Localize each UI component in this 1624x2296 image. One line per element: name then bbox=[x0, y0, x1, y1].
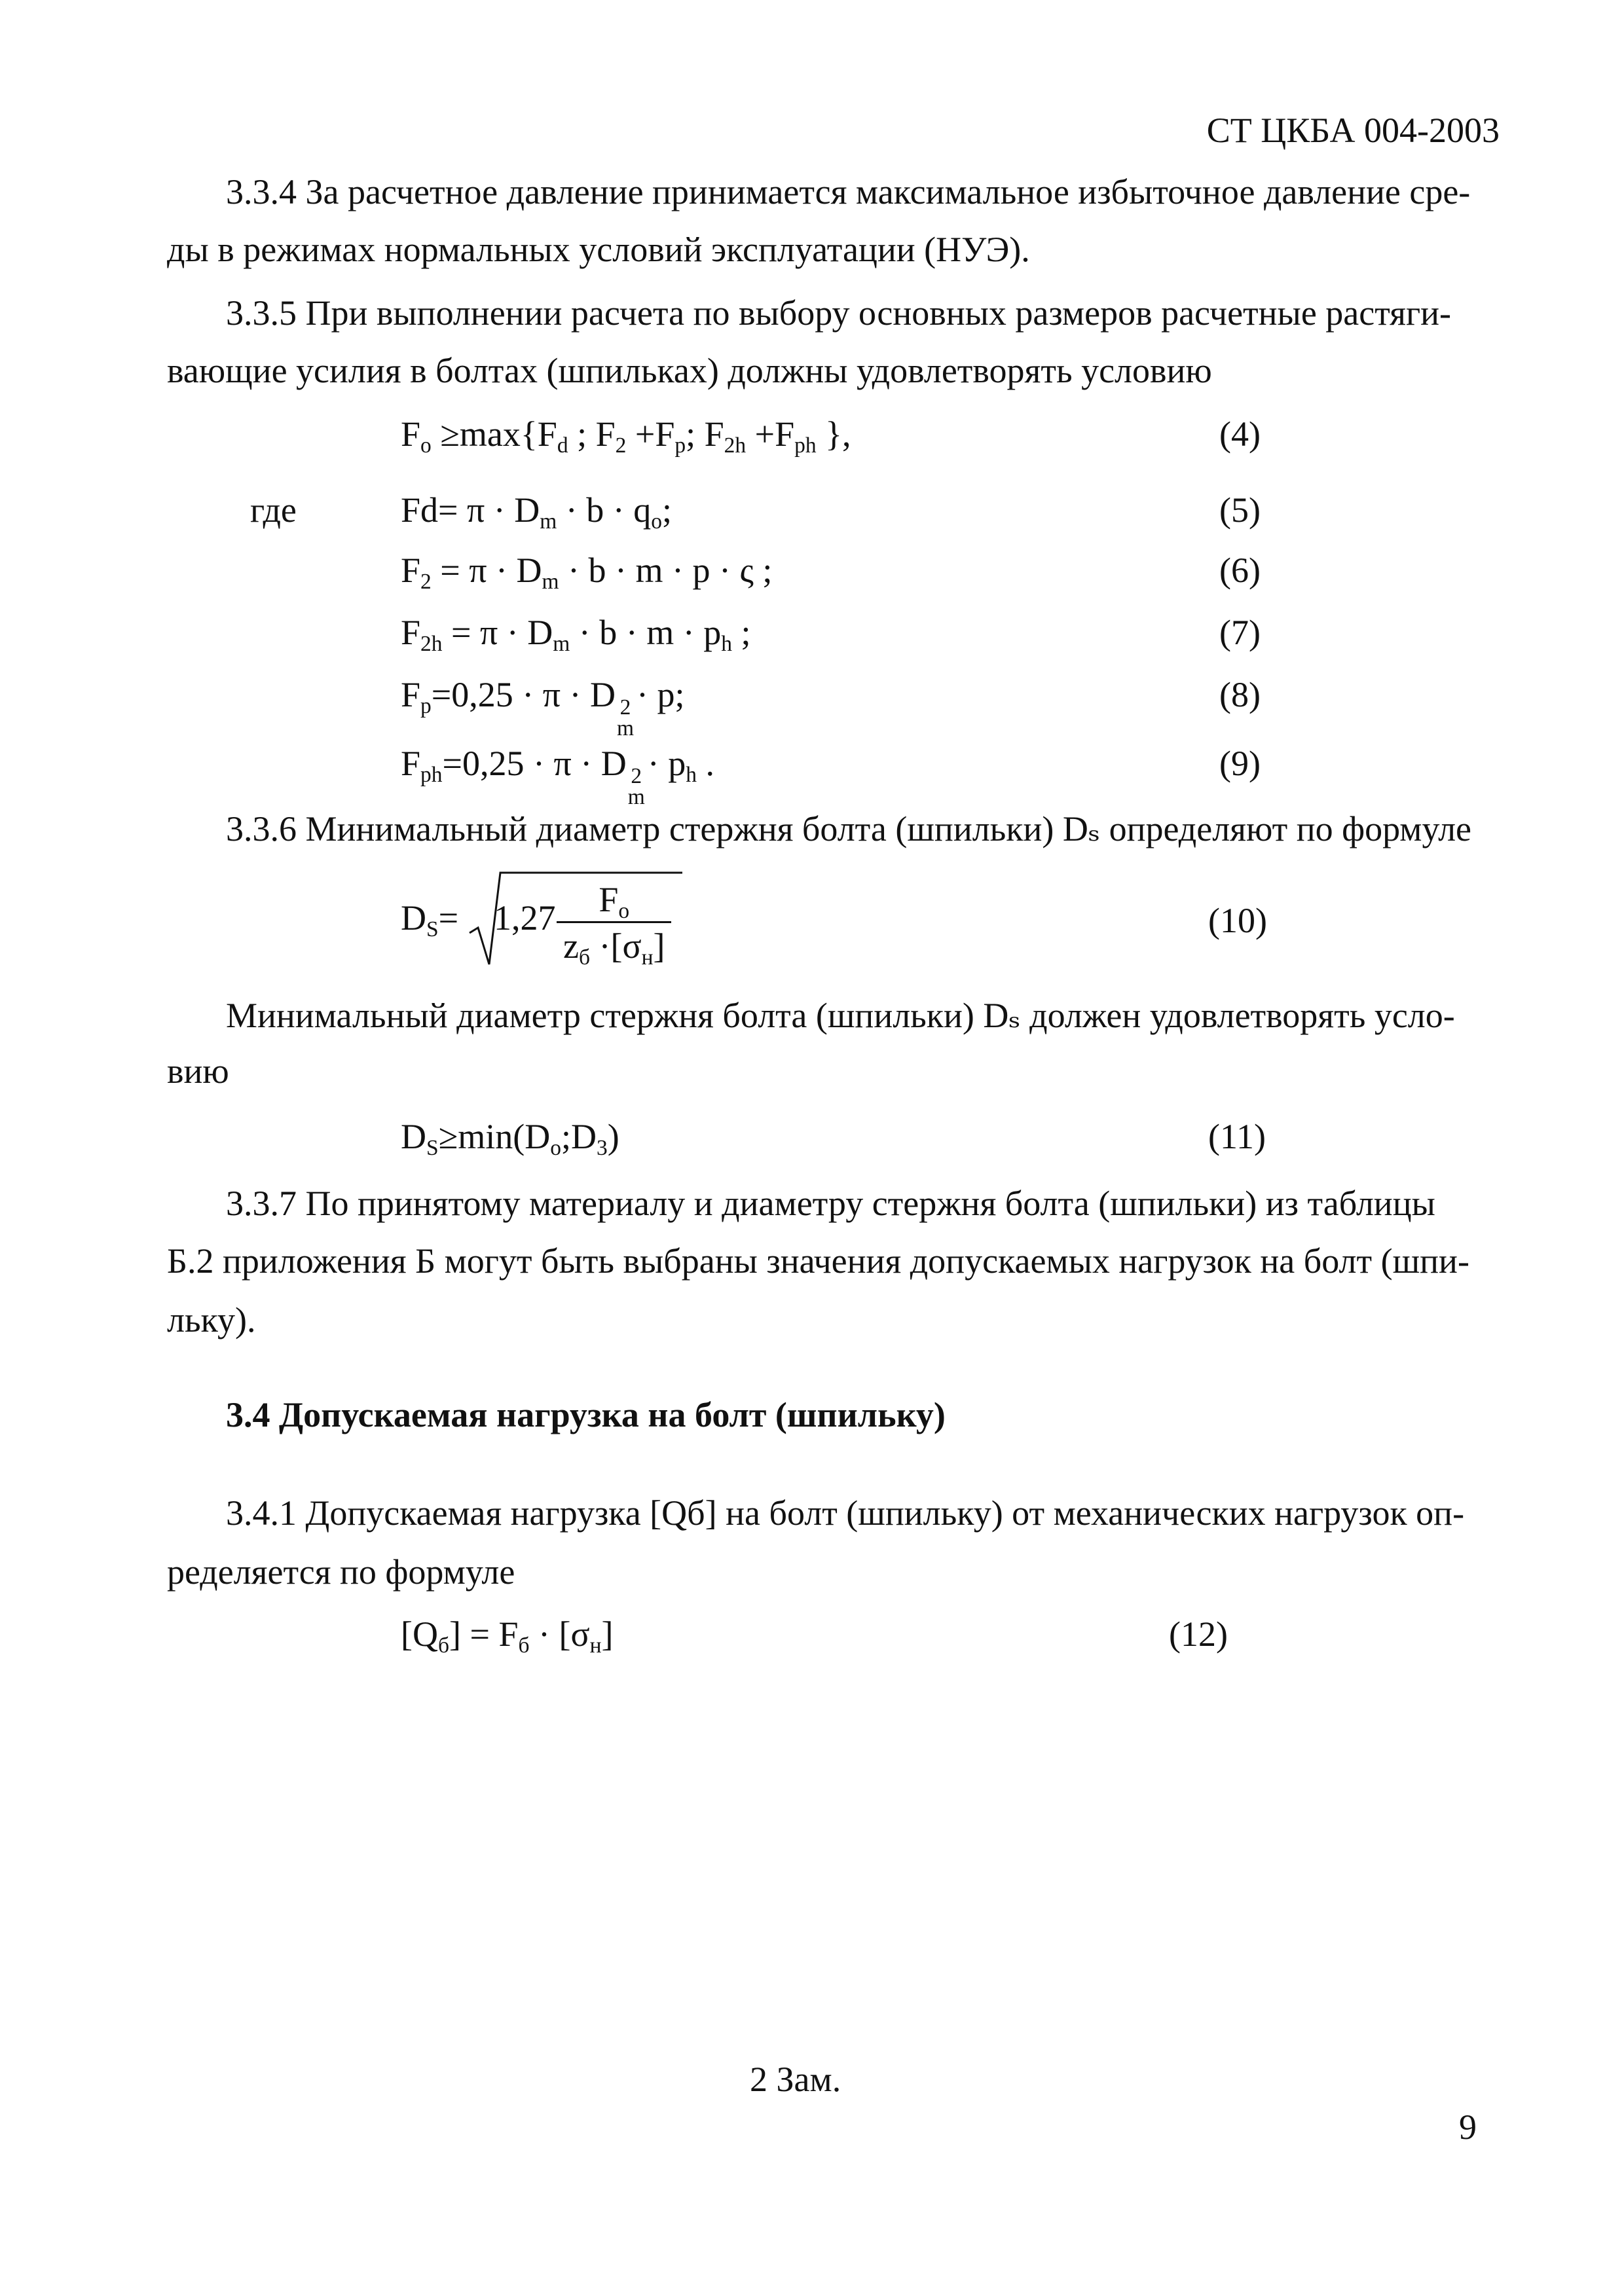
equation-4: $F_o \ge\max\{F_d$ ; $F_2 +F_p$; $F_{2h} +F_{ph}$ }, bbox=[401, 414, 851, 458]
paragraph-3-3-7-line-2: Б.2 приложения Б могут быть выбраны значения допускаемых нагрузок на болт (шпи- bbox=[167, 1241, 1469, 1281]
equation-6: $F_2 = \pi \cdot D_m \cdot b \cdot m \cdot p \cdot \varsigma$ ; bbox=[401, 551, 773, 594]
equation-6-number: (6) bbox=[1219, 551, 1261, 590]
change-note: 2 Зам. bbox=[750, 2060, 841, 2099]
paragraph-min-diameter-line-1: Минимальный диаметр стержня болта (шпильки) Dₛ должен удовлетворять усло- bbox=[226, 996, 1455, 1035]
equation-9: $F_{ph}=0,25 \cdot \pi \cdot D$ 2 m · $p_h$ . bbox=[401, 744, 714, 809]
document-code: СТ ЦКБА 004-2003 bbox=[1206, 111, 1500, 150]
where-label: где bbox=[250, 490, 297, 530]
equation-11: $D_S\ge\min(D_o;D_3)$ bbox=[401, 1117, 619, 1161]
equation-10: $D_S=$ 1,27 $F_o$ $z_б \cdot[\sigma_н]$ bbox=[401, 867, 689, 966]
equation-8: $F_p=0,25 \cdot \pi \cdot D$ 2 m · p; bbox=[401, 675, 685, 740]
equation-5: $Fd= \pi \cdot D_m \cdot b \cdot q_o$; bbox=[401, 490, 672, 534]
paragraph-3-4-1-line-1: 3.4.1 Допускаемая нагрузка [Qб] на болт (шпильку) от механических нагрузок оп- bbox=[226, 1493, 1465, 1533]
equation-5-number: (5) bbox=[1219, 490, 1261, 530]
paragraph-min-diameter-line-2: вию bbox=[167, 1051, 229, 1091]
equation-10-number: (10) bbox=[1208, 901, 1267, 940]
paragraph-3-3-5-line-1: 3.3.5 При выполнении расчета по выбору основных размеров расчетные растяги- bbox=[226, 293, 1451, 333]
paragraph-3-3-6-line-1: 3.3.6 Минимальный диаметр стержня болта (шпильки) Dₛ определяют по формуле bbox=[226, 809, 1471, 848]
equation-4-number: (4) bbox=[1219, 414, 1261, 454]
paragraph-3-3-4-line-2: ды в режимах нормальных условий эксплуатации (НУЭ). bbox=[167, 230, 1030, 269]
section-heading-3-4: 3.4 Допускаемая нагрузка на болт (шпильку) bbox=[226, 1395, 946, 1434]
paragraph-3-3-5-line-2: вающие усилия в болтах (шпильках) должны удовлетворять условию bbox=[167, 351, 1212, 390]
equation-7-number: (7) bbox=[1219, 613, 1261, 652]
paragraph-3-4-1-line-2: ределяется по формуле bbox=[167, 1552, 515, 1592]
equation-12-number: (12) bbox=[1169, 1614, 1228, 1654]
equation-11-number: (11) bbox=[1208, 1117, 1266, 1156]
equation-12: $[Q_б] = F_б \cdot [\sigma_н]$ bbox=[401, 1614, 614, 1658]
page-number: 9 bbox=[1459, 2107, 1477, 2147]
equation-8-number: (8) bbox=[1219, 675, 1261, 714]
paragraph-3-3-4-line-1: 3.3.4 За расчетное давление принимается максимальное избыточное давление сре- bbox=[226, 172, 1471, 211]
equation-7: $F_{2h} = \pi \cdot D_m \cdot b \cdot m \cdot p_h$ ; bbox=[401, 613, 751, 657]
equation-9-number: (9) bbox=[1219, 744, 1261, 783]
paragraph-3-3-7-line-1: 3.3.7 По принятому материалу и диаметру стержня болта (шпильки) из таблицы bbox=[226, 1184, 1435, 1223]
paragraph-3-3-7-line-3: льку). bbox=[167, 1300, 256, 1339]
